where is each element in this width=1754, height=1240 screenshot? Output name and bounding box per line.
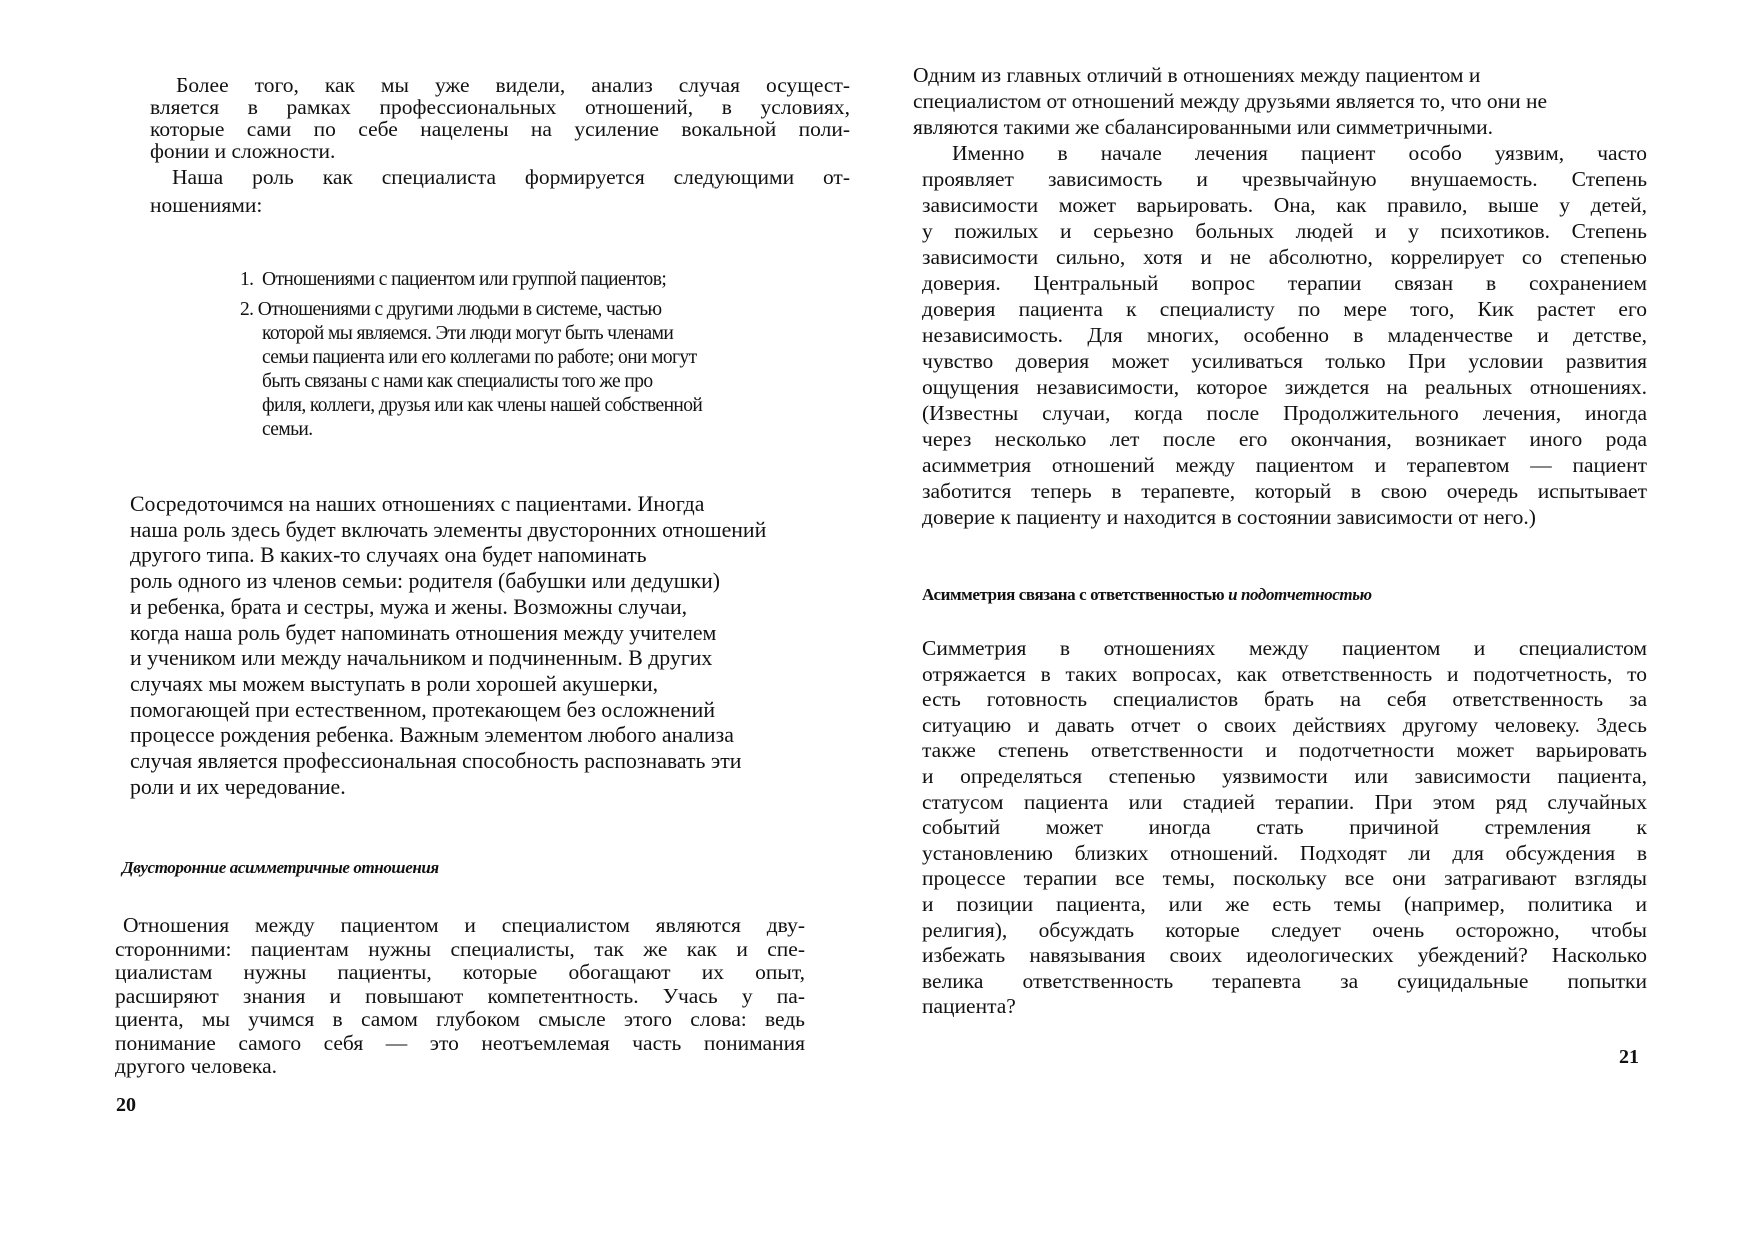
- text-line: доверие к пациенту и находится в состоянии зависимости от него.): [922, 505, 1536, 529]
- heading-text: Асимметрия связана с ответственностью: [922, 585, 1229, 604]
- text-line: являются такими же сбалансированными или симметричными.: [913, 115, 1493, 139]
- text-line: Симметрия в отношениях между пациентом и специалистом: [922, 636, 1647, 660]
- text-line: сторонними: пациентам нужны специалисты, так же как и спе-: [115, 936, 805, 961]
- heading-text-italic: и подотчетностью: [1228, 585, 1372, 604]
- text-line: роль одного из членов семьи: родителя (бабушки или дедушки): [130, 569, 721, 594]
- list-item-text: которой мы являемся. Эти люди могут быть членами: [262, 323, 674, 344]
- text-line: ощущения независимости, которое зиждется на реальных отношениях.: [922, 375, 1647, 399]
- text-line: пациента?: [922, 994, 1016, 1019]
- paragraph-bilateral: [115, 914, 805, 1079]
- text-line: ситуацию и давать отчет о своих действиях другому человеку. Здесь: [922, 712, 1647, 737]
- list-item: [240, 298, 840, 442]
- text-line: фонии и сложности.: [150, 139, 336, 163]
- list-item-text: филя, коллеги, друзья или как члены нашей собственной: [262, 395, 703, 416]
- text-line: зависимости сильно, хотя и не абсолютно, коррелирует со степенью: [922, 245, 1647, 269]
- text-line: Одним из главных отличий в отношениях между пациентом и: [913, 63, 1481, 87]
- text-line: событий может иногда стать причиной стремления к: [922, 815, 1647, 840]
- text-line: отряжается в таких вопросах, как ответственность и подотчетность, то: [922, 661, 1647, 686]
- text-line: другого типа. В каких-то случаях она будет напоминать: [130, 543, 647, 568]
- text-line: другого человека.: [115, 1054, 278, 1078]
- text-line: циента, мы учимся в самом глубоком смысле этого слова: ведь: [115, 1007, 805, 1031]
- text-line: чувство доверия может усиливаться только При условии развития: [922, 349, 1647, 373]
- text-line: процессе терапии все темы, поскольку все они затрагивают взгляды: [922, 866, 1647, 891]
- list-item: [240, 268, 840, 292]
- text-line: наша роль здесь будет включать элементы двусторонних отношений: [130, 517, 767, 542]
- text-line: и ребенка, брата и сестры, мужа и жены. Возможны случаи,: [130, 594, 688, 619]
- section-heading: [922, 585, 1372, 605]
- text-line: специалистом от отношений между друзьями является то, что они не: [913, 89, 1548, 113]
- text-line: когда наша роль будет напоминать отношения между учителем: [130, 620, 717, 645]
- text-line: у пожилых и серьезно больных людей и у психотиков. Степень: [922, 219, 1647, 243]
- paragraph-dependence: [922, 140, 1647, 530]
- text-line: Более того, как мы уже видели, анализ случая осущест-: [176, 73, 850, 97]
- text-line: через несколько лет после его окончания, возникает иного рода: [922, 427, 1647, 451]
- text-line: зависимости может варьировать. Она, как правило, выше у детей,: [922, 193, 1647, 217]
- list-item-text: Отношениями с пациентом или группой пациентов;: [262, 269, 667, 290]
- text-line: (Известны случаи, когда после Продолжительного лечения, иногда: [922, 401, 1647, 425]
- text-line: случая является профессиональная способность распознавать эти: [130, 749, 742, 774]
- list-number: 1.: [240, 269, 254, 290]
- text-line: которые сами по себе нацелены на усиление вокальной поли-: [150, 117, 850, 141]
- text-line: ношениями:: [150, 193, 263, 217]
- text-line: циалистам нужны пациенты, которые обогащают их опыт,: [115, 960, 805, 984]
- text-line: доверия. Центральный вопрос терапии связан в сохранением: [922, 271, 1647, 295]
- text-line: Именно в начале лечения пациент особо уязвим, часто: [952, 141, 1647, 165]
- list-item-text: семьи пациента или его коллегами по работе; они могут: [262, 347, 697, 368]
- text-line: процессе рождения ребенка. Важным элементом любого анализа: [130, 723, 734, 748]
- text-line: независимость. Для многих, особенно в младенчестве и детстве,: [922, 323, 1647, 347]
- list-item-text: Отношениями с другими людьми в системе, частью: [257, 299, 662, 320]
- text-line: вляется в рамках профессиональных отношений, в условиях,: [150, 95, 850, 119]
- text-line: проявляет зависимость и чрезвычайную внушаемость. Степень: [922, 167, 1647, 191]
- page-number: 20: [116, 1094, 136, 1116]
- text-line: роли и их чередование.: [130, 774, 346, 799]
- text-line: понимание самого себя — это неотъемлемая часть понимания: [115, 1030, 805, 1055]
- text-line: и учеником или между начальником и подчиненным. В других: [130, 646, 713, 671]
- text-line: статусом пациента или стадией терапии. При этом ряд случайных: [922, 789, 1647, 814]
- text-line: расширяют знания и повышают компетентность. Учась у па-: [115, 983, 805, 1008]
- paragraph-responsibility: [922, 636, 1647, 1020]
- text-line: помогающей при естественном, протекающем без осложнений: [130, 697, 716, 722]
- paragraph-intro: [150, 74, 850, 162]
- list-number: 2.: [240, 299, 254, 320]
- text-line: Сосредоточимся на наших отношениях с пациентами. Иногда: [130, 492, 705, 516]
- text-line: также степень ответственности и подотчетности может варьировать: [922, 738, 1647, 763]
- page-number: 21: [1619, 1046, 1639, 1068]
- text-line: Отношения между пациентом и специалистом являются дву-: [123, 913, 805, 937]
- numbered-list: [240, 268, 840, 442]
- text-line: случаях мы можем выступать в роли хорошей акушерки,: [130, 671, 659, 696]
- text-line: и определяться степенью уязвимости или зависимости пациента,: [922, 763, 1647, 788]
- paragraph-differences: [913, 62, 1653, 140]
- text-line: заботится теперь в терапевте, который в свою очередь испытывает: [922, 479, 1647, 503]
- right-page: [877, 0, 1754, 1240]
- section-heading: Двусторонние асимметричные отношения: [122, 858, 439, 877]
- text-line: доверия пациента к специалисту по мере того, Кик растет его: [922, 297, 1647, 321]
- list-item-text: быть связаны с нами как специалисты того же про: [262, 371, 653, 392]
- list-item-text: семьи.: [262, 419, 313, 440]
- text-line: велика ответственность терапевта за суицидальные попытки: [922, 968, 1647, 993]
- text-line: Наша роль как специалиста формируется следующими от-: [172, 165, 850, 189]
- paragraph-role: [150, 166, 850, 216]
- text-line: религия), обсуждать которые следует очень осторожно, чтобы: [922, 917, 1647, 942]
- text-line: установлению близких отношений. Подходят ли для обсуждения в: [922, 840, 1647, 865]
- text-line: есть готовность специалистов брать на себя ответственность за: [922, 687, 1647, 712]
- text-line: и позиции пациента, или же есть темы (например, политика и: [922, 891, 1647, 916]
- text-line: асимметрия отношений между пациентом и терапевтом — пациент: [922, 453, 1647, 477]
- paragraph-relations: [130, 492, 850, 800]
- text-line: избежать навязывания своих идеологических убеждений? Насколько: [922, 943, 1647, 968]
